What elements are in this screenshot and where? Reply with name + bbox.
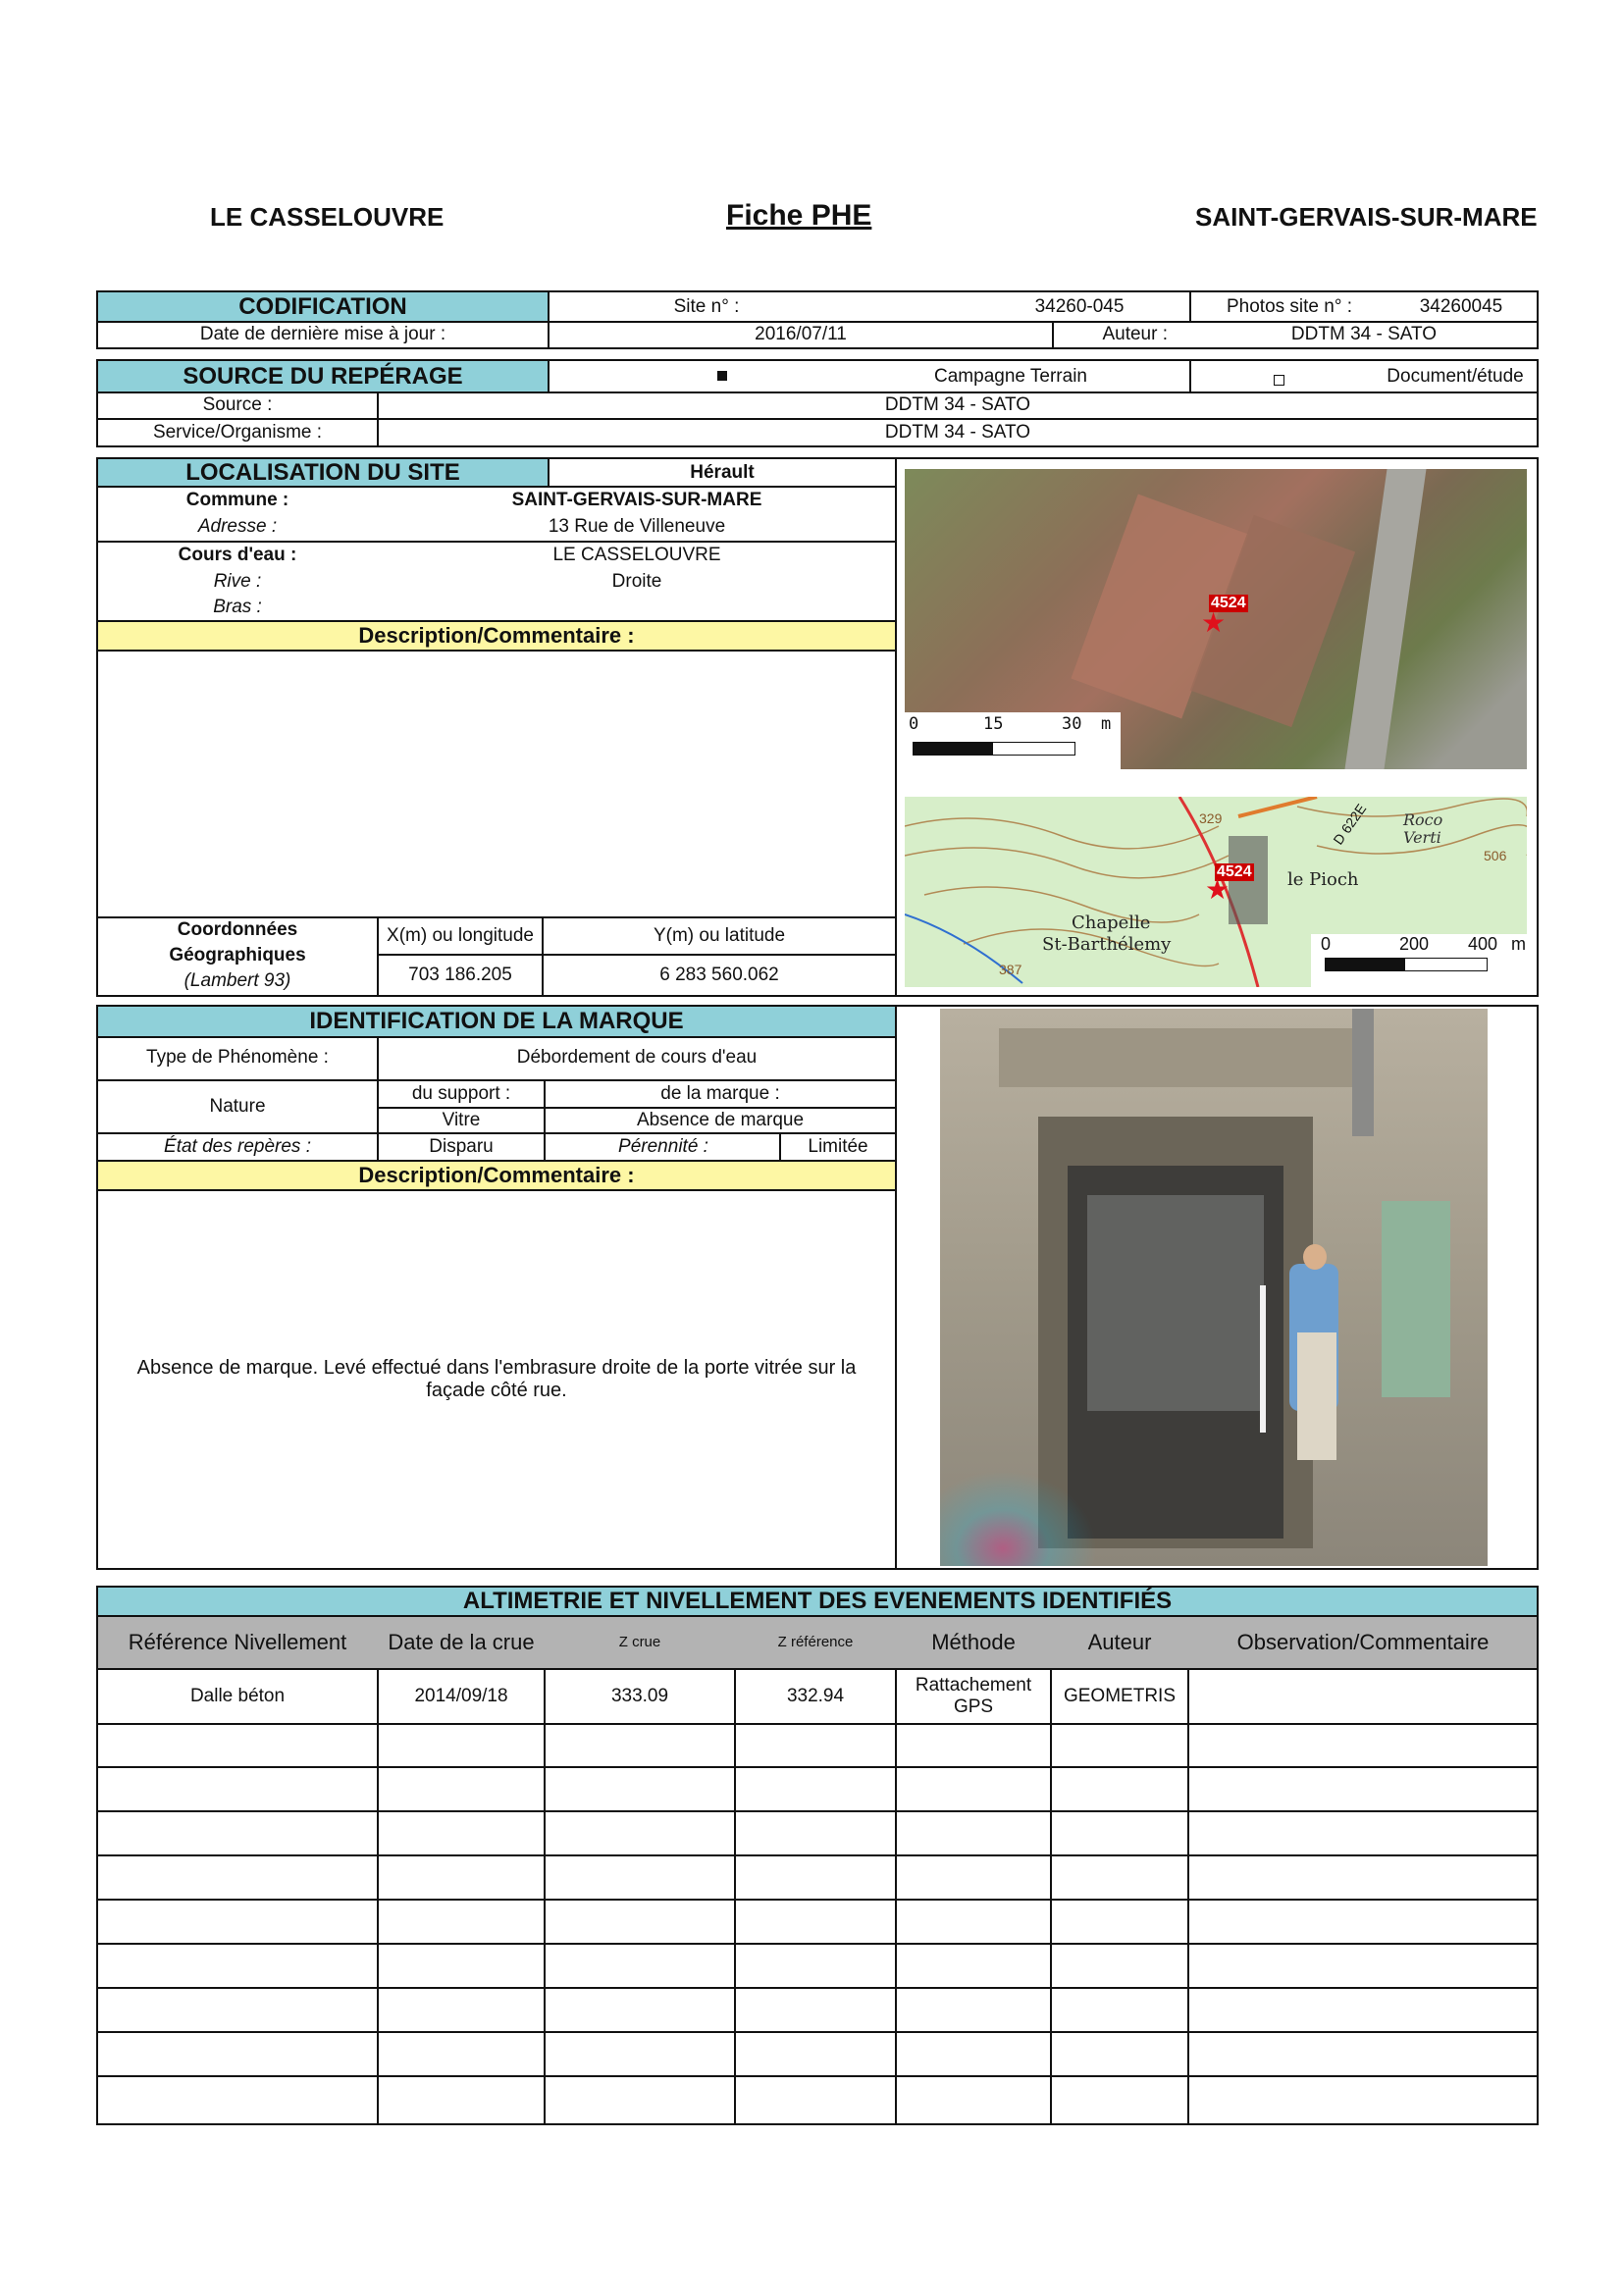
col-observation: Observation/Commentaire (1236, 1630, 1490, 1655)
cours-label: Cours d'eau : (178, 545, 297, 566)
header-river: LE CASSELOUVRE (210, 202, 445, 232)
topo-marker-star-icon: ★ (1205, 874, 1230, 905)
col-z-crue: Z crue (618, 1634, 661, 1651)
service-value: DDTM 34 - SATO (884, 422, 1031, 444)
support-value: Vitre (442, 1110, 481, 1131)
campagne-label: Campagne Terrain (934, 366, 1087, 388)
identification-desc-title: Description/Commentaire : (98, 1162, 895, 1189)
row-date: 2014/09/18 (414, 1686, 508, 1707)
topo-label-roco: Roco (1403, 810, 1443, 829)
date-label: Date de dernière mise à jour : (199, 324, 446, 345)
cours-value: LE CASSELOUVRE (552, 545, 721, 566)
source-value: DDTM 34 - SATO (884, 394, 1031, 416)
source-section (96, 359, 1539, 447)
document-label: Document/étude (1387, 366, 1524, 388)
photos-value: 34260045 (1419, 296, 1503, 318)
topo-label-st-barthelemy: St-Barthélemy (1042, 934, 1172, 955)
row-observation (1189, 1670, 1537, 1723)
x-value: 703 186.205 (408, 965, 512, 986)
rive-value: Droite (611, 571, 662, 593)
col-auteur: Auteur (1087, 1630, 1152, 1655)
row-methode: Rattachement GPS (915, 1675, 1032, 1717)
row-auteur: GEOMETRIS (1063, 1686, 1176, 1707)
commune-label: Commune : (185, 490, 289, 511)
row-z-reference: 332.94 (786, 1686, 845, 1707)
type-label: Type de Phénomène : (146, 1047, 329, 1069)
marque-value: Absence de marque (636, 1110, 805, 1131)
perennite-label: Pérennité : (618, 1136, 708, 1158)
photos-label: Photos site n° : (1227, 296, 1352, 318)
col-reference: Référence Nivellement (128, 1630, 347, 1655)
rive-label: Rive : (213, 571, 262, 593)
topo-label-pioch: le Pioch (1287, 869, 1359, 890)
col-z-reference: Z référence (777, 1634, 854, 1651)
adresse-label: Adresse : (197, 516, 278, 538)
service-label: Service/Organisme : (152, 422, 323, 444)
topo-label-506: 506 (1484, 848, 1507, 863)
commune-value: SAINT-GERVAIS-SUR-MARE (511, 490, 762, 511)
departement: Hérault (690, 462, 755, 484)
coords-label-3: (Lambert 93) (183, 970, 291, 992)
type-value: Débordement de cours d'eau (516, 1047, 758, 1069)
row-z-crue: 333.09 (610, 1686, 669, 1707)
source-label: Source : (202, 394, 273, 416)
codification-section (96, 290, 1539, 349)
col-date: Date de la crue (388, 1630, 535, 1655)
topo-label-329: 329 (1199, 810, 1223, 826)
topo-map (905, 797, 1527, 987)
topo-label-road: D 622E (1330, 801, 1370, 848)
bras-label: Bras : (213, 597, 262, 618)
identification-desc-text: Absence de marque. Levé effectué dans l'embrasure droite de la porte vitrée sur la façade côté rue. (136, 1357, 857, 1401)
identification-section (96, 1005, 1539, 1570)
aerial-map (905, 469, 1527, 769)
support-label: du support : (411, 1083, 511, 1105)
topo-label-387: 387 (999, 962, 1022, 977)
site-value: 34260-045 (1034, 296, 1125, 318)
localisation-title: LOCALISATION DU SITE (98, 459, 548, 487)
etat-value: Disparu (429, 1136, 494, 1158)
site-photo (940, 1009, 1488, 1566)
nature-label: Nature (209, 1096, 266, 1118)
topo-label-verti: Verti (1403, 828, 1441, 847)
row-reference: Dalle béton (189, 1686, 286, 1707)
header-commune: SAINT-GERVAIS-SUR-MARE (1195, 202, 1538, 232)
aerial-marker-label: 4524 (1211, 595, 1246, 611)
x-label: X(m) ou longitude (387, 925, 534, 947)
marque-label: de la marque : (660, 1083, 780, 1105)
auteur-value: DDTM 34 - SATO (1290, 324, 1438, 345)
topo-scale: 0 200 400 m (1311, 934, 1527, 987)
marker-star-icon: ★ (1201, 607, 1227, 638)
altimetrie-title: ALTIMETRIE ET NIVELLEMENT DES EVENEMENTS IDENTIFIÉS (98, 1588, 1537, 1615)
col-methode: Méthode (931, 1630, 1016, 1655)
date-value: 2016/07/11 (755, 324, 847, 345)
codification-title: CODIFICATION (98, 292, 548, 322)
adresse-value: 13 Rue de Villeneuve (548, 516, 726, 538)
localisation-desc-title: Description/Commentaire : (98, 622, 895, 650)
identification-title: IDENTIFICATION DE LA MARQUE (98, 1007, 895, 1036)
perennite-value: Limitée (808, 1136, 868, 1158)
page-title: Fiche PHE (726, 199, 872, 232)
altimetrie-section (96, 1586, 1539, 2125)
document-checkbox[interactable] (1274, 375, 1284, 386)
y-value: 6 283 560.062 (659, 965, 779, 986)
etat-label: État des repères : (164, 1136, 311, 1158)
localisation-section (96, 457, 1539, 997)
coords-label-1: Coordonnées (177, 919, 298, 941)
aerial-scale: 0 15 30 m (905, 712, 1121, 769)
topo-label-chapelle: Chapelle (1072, 913, 1151, 933)
coords-label-2: Géographiques (169, 945, 306, 966)
source-title: SOURCE DU REPÉRAGE (98, 361, 548, 392)
auteur-label: Auteur : (1102, 324, 1168, 345)
campagne-checkbox[interactable] (717, 371, 727, 381)
topo-marker-label: 4524 (1217, 863, 1252, 880)
site-label: Site n° : (673, 296, 740, 318)
y-label: Y(m) ou latitude (653, 925, 786, 947)
